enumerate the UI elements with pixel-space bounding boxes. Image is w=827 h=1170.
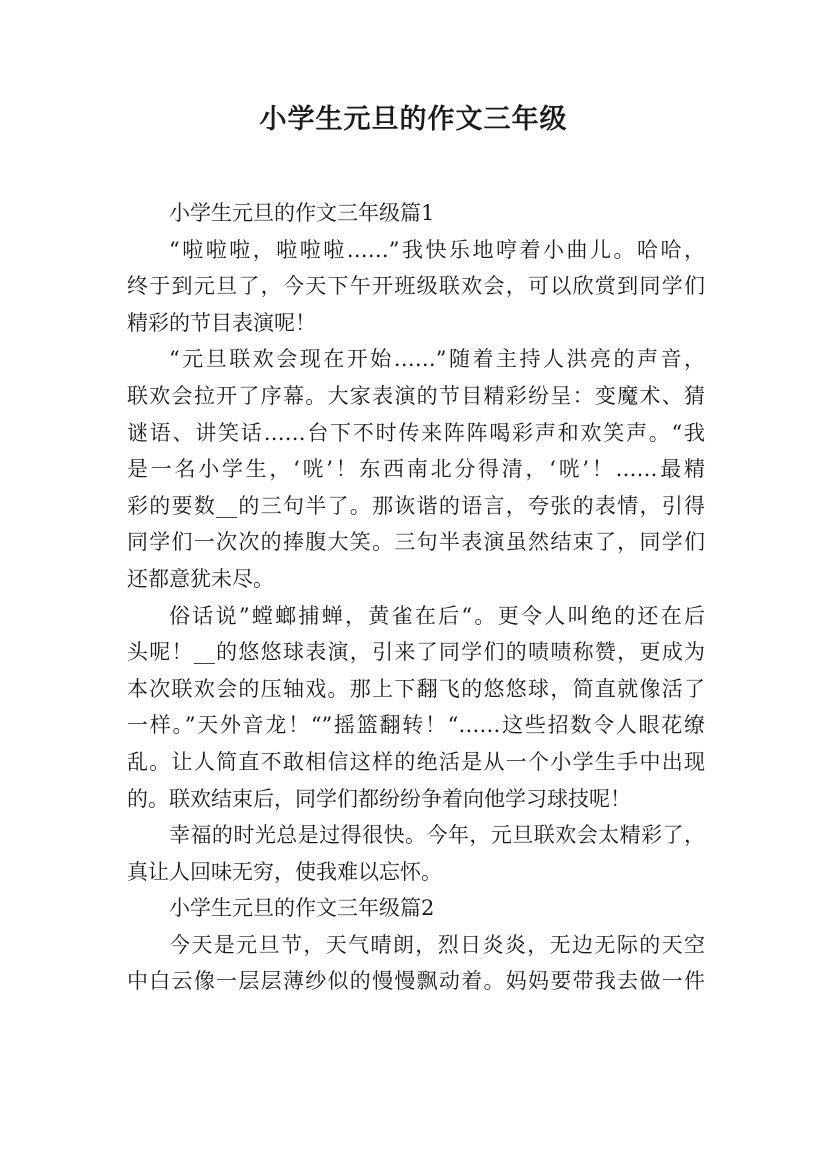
paragraph-last-line: 的。联欢结束后，同学们都纷纷争着向他学习球技呢！ bbox=[127, 786, 631, 811]
body-line: 乱。让人简直不敢相信这样的绝活是从一个小学生手中出现 bbox=[127, 749, 705, 774]
body-line: 头呢！__的悠悠球表演，引来了同学们的啧啧称赞，更成为 bbox=[127, 640, 705, 665]
paragraph-last-line: 真让人回味无穷，使我难以忘怀。 bbox=[127, 859, 442, 884]
paragraph-first-line: “啦啦啦，啦啦啦……”我快乐地哼着小曲儿。哈哈， bbox=[169, 237, 705, 262]
body-line: 终于到元旦了，今天下午开班级联欢会，可以欣赏到同学们 bbox=[127, 274, 705, 299]
body-line: 本次联欢会的压轴戏。那上下翻飞的悠悠球，简直就像活了 bbox=[127, 676, 705, 701]
paragraph-last-line: 还都意犹未尽。 bbox=[127, 566, 274, 591]
section-heading: 小学生元旦的作文三年级篇1 bbox=[169, 201, 435, 225]
body-line: 联欢会拉开了序幕。大家表演的节目精彩纷呈：变魔术、猜 bbox=[127, 383, 705, 408]
body-line: 是一名小学生，‘咣’！东西南北分得清，‘咣’！……最精 bbox=[127, 457, 705, 482]
paragraph-first-line: 幸福的时光总是过得很快。今年，元旦联欢会太精彩了， bbox=[169, 823, 705, 848]
section-heading: 小学生元旦的作文三年级篇2 bbox=[169, 896, 435, 921]
body-line: 同学们一次次的捧腹大笑。三句半表演虽然结束了，同学们 bbox=[127, 530, 705, 555]
paragraph-last-line: 精彩的节目表演呢！ bbox=[127, 310, 316, 335]
paragraph-first-line: 今天是元旦节，天气晴朗，烈日炎炎，无边无际的天空 bbox=[169, 932, 705, 957]
body-line: 中白云像一层层薄纱似的慢慢飘动着。妈妈要带我去做一件 bbox=[127, 969, 705, 994]
paragraph-first-line: “元旦联欢会现在开始……”随着主持人洪亮的声音， bbox=[169, 347, 705, 372]
document-title: 小学生元旦的作文三年级 bbox=[259, 104, 568, 135]
body-line: 谜语、讲笑话……台下不时传来阵阵喝彩声和欢笑声。“我 bbox=[127, 420, 705, 445]
paragraph-first-line: 俗话说”螳螂捕蝉，黄雀在后“。更令人叫绝的还在后 bbox=[169, 603, 705, 628]
body-line: 彩的要数__的三句半了。那诙谐的语言，夸张的表情，引得 bbox=[127, 493, 705, 518]
body-line: 一样。”天外音龙！“”摇篮翻转！“……这些招数令人眼花缭 bbox=[127, 713, 705, 738]
document-body bbox=[127, 195, 705, 1000]
